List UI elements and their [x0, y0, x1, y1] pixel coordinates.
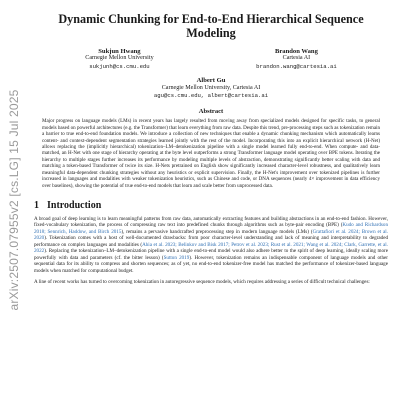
intro-text: A broad goal of deep learning is to learn meaningful patterns from raw data, automatically extracting features and building abstractions in an end-to-end fashion. However, fixed-vocabulary tokenization, the process of compressing raw text into predefined chunks through algorithms such as byte-pair encoding (BPE) ( [34, 215, 388, 229]
author-email: agu@cs.cmu.edu, albert@cartesia.ai [153, 92, 269, 100]
author-affiliation: Carnegie Mellon University, Cartesia AI [161, 84, 261, 91]
arxiv-identifier-stamp [2, 70, 26, 330]
author-email: brandon.wang@cartesia.ai [256, 62, 337, 70]
author-1 [85, 48, 153, 70]
intro-text: ), remains a pervasive handcrafted preprocessing step in modern language models (LMs) ( [121, 228, 313, 235]
intro-text: ). However, tokenization remains an indispensable component of language models and other sequential data for its ability to compress and shorten sequences; as of yet, no end-to-end tokenizer-free model has matched the performance of tokenizer-based language models when matched for computational budget. [34, 254, 389, 274]
author-affiliation: Cartesia AI [282, 55, 311, 62]
abstract-heading: Abstract [198, 108, 224, 116]
author-name: Albert Gu [196, 77, 226, 85]
paper-page [34, 0, 388, 400]
intro-text: ). Tokenization comes with a host of well-documented drawbacks: from poor character-level understanding and lack of meaning and interpretability to degraded performance on complex languages and modalities ( [34, 235, 388, 248]
section-title: Introduction [47, 199, 102, 211]
citation-link[interactable]: Kudo and Richardson 2018; Sennrich, Haddow, and Birch 2015 [34, 222, 389, 235]
paper-title: Dynamic Chunking for End-to-End Hierarchical Sequence Modeling [58, 12, 364, 40]
citation-link[interactable]: Sutton 2019 [163, 254, 190, 261]
author-name: Sukjun Hwang [98, 48, 141, 55]
citation-link[interactable]: Grattafiori et al. 2024; Brown et al. 2020 [34, 228, 388, 242]
author-2 [256, 48, 337, 70]
citation-link[interactable]: Ahia et al. 2023; Belinkov and Bisk 2017; Petrov et al. 2023; Rust et al. 2021; Wang et al. 2024; Clark, Garrette, et al. 2022 [34, 241, 388, 255]
author-affiliation: Carnegie Mellon University [85, 55, 154, 62]
intro-paragraph-1 [34, 216, 388, 275]
abstract-text: Major progress on language models (LMs) in recent years has largely resulted from moving away from specialized models designed for specific tasks, to general models based on powerful architectures (e.g. the Transformer) that learn everything from raw data. Despite this trend, pre-processing steps such as tokenization remain a barrier to true end-to-end foundation models. We introduce a collection of new techniques that enable a dynamic chunking mechanism which automatically learns content- and context-dependent segmentation strategies learned jointly with the rest of the model. Incorporating this into an explicit hierarchical network (H-Net) allows replacing the (implicitly hierarchical) tokenization–LM–detokenization pipeline with a single model learned fully end-to-end. When compute- and data-matched, an H-Net with one stage of hierarchy operating at the byte level outperforms a strong Transformer language model operating over BPE tokens. Iterating the hierarchy to multiple stages further increases its performance by modeling multiple levels of abstraction, demonstrating significantly better scaling with data and matching a token-based Transformer of twice its size. H-Nets pretrained on English show significantly increased character-level robustness, and qualitatively learn meaningful data-dependent chunking strategies without any heuristics or explicit supervision. Finally, the H-Net's improvement over tokenized pipelines is further increased in languages and modalities with weaker tokenization heuristics, such as Chinese and code, or DNA sequences (nearly 4× improvement in data efficiency over baselines), showing the potential of true end-to-end models that learn and scale better from unprocessed data. [42, 118, 380, 189]
author-3 [34, 77, 388, 99]
author-email: sukjunh@cs.cmu.edu [89, 62, 150, 70]
authors-row [34, 48, 388, 70]
arxiv-id: arXiv:2507.07955v2 [cs.LG] 15 Jul 2025 [7, 89, 21, 311]
intro-text: ). Replacing the tokenization–LM–detokenization pipeline with a single end-to-end model would also adhere better to the spirit of deep learning, ideally scaling more powerfully with data and parameters (cf. the bitter lesson) ( [34, 248, 388, 261]
section-heading [34, 200, 388, 211]
author-name: Brandon Wang [274, 48, 318, 55]
section-number: 1 [34, 199, 39, 211]
intro-paragraph-2: A line of recent works has turned to overcoming tokenization in autoregressive sequence models, which requires addressing a series of difficult technical challenges: [34, 279, 370, 286]
